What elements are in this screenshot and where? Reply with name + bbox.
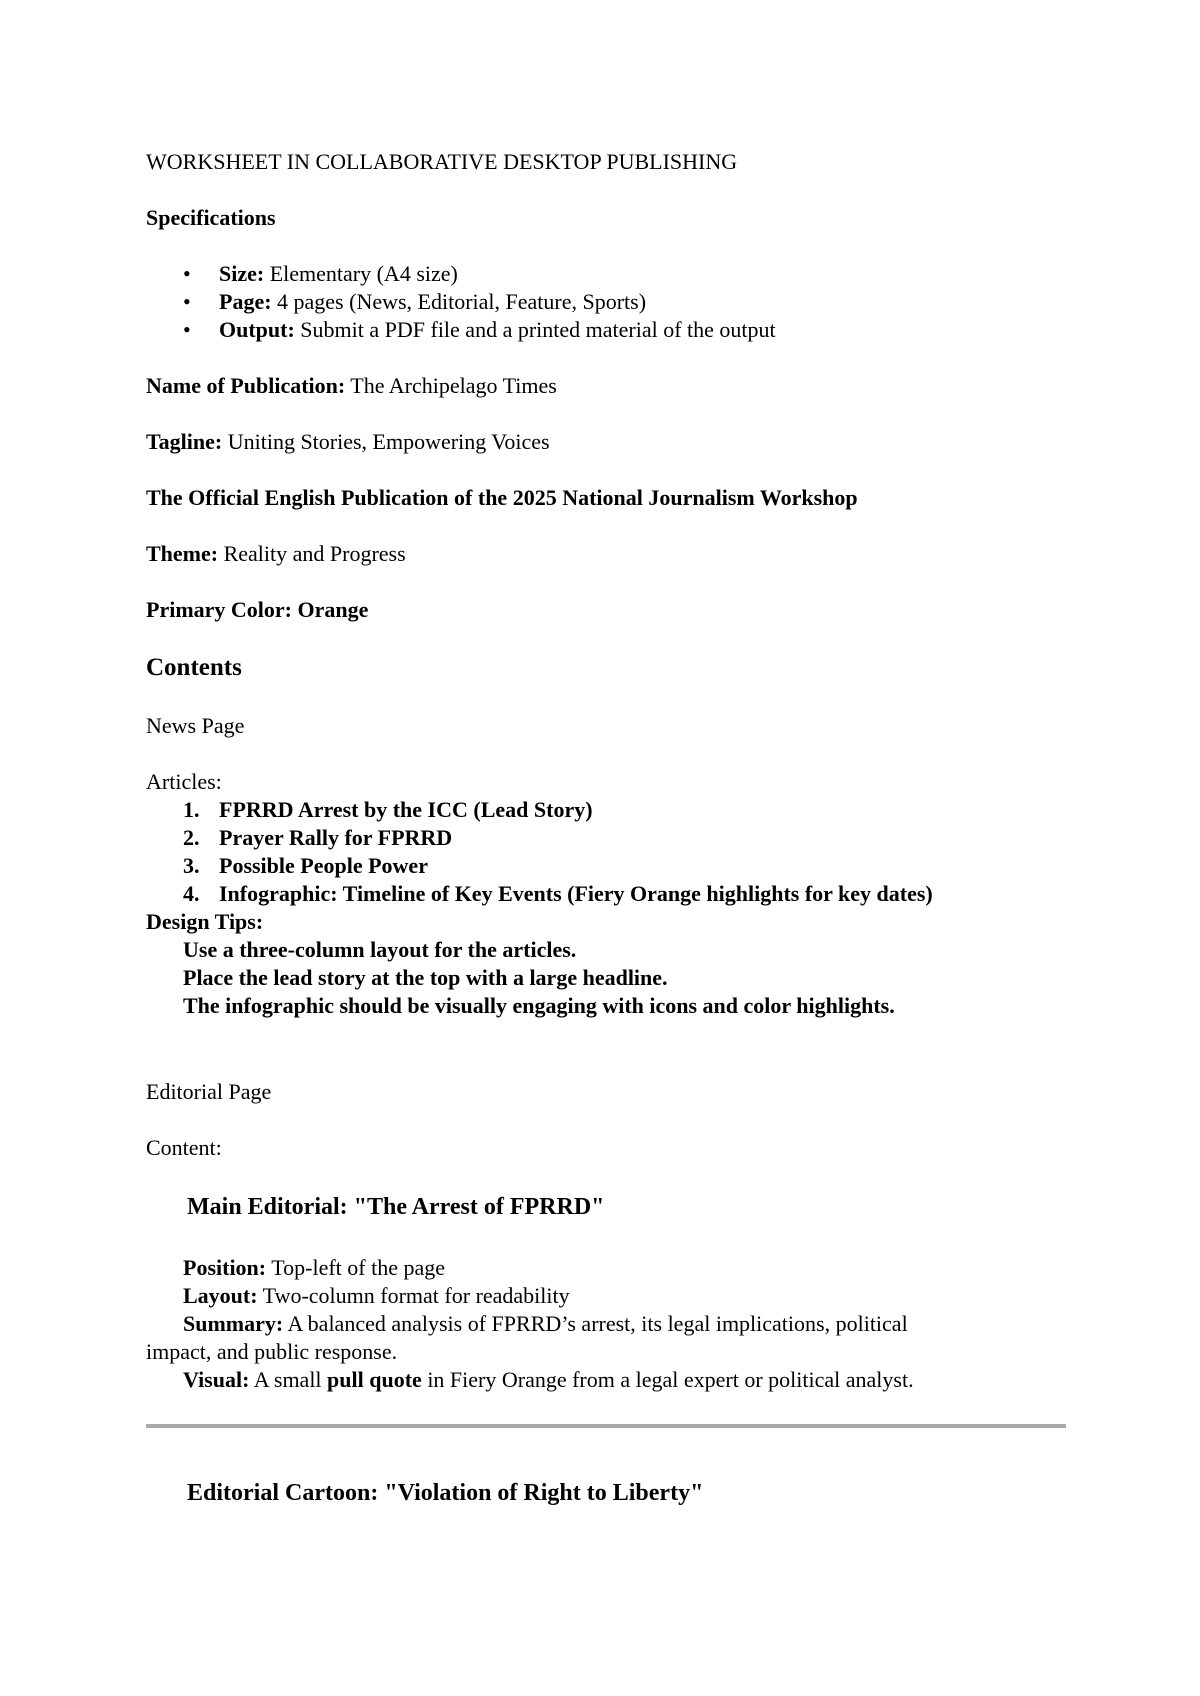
horizontal-divider bbox=[146, 1424, 1066, 1428]
editorial-layout: Layout: Two-column format for readability bbox=[183, 1283, 570, 1308]
list-item: Infographic: Timeline of Key Events (Fiery Orange highlights for key dates) bbox=[219, 881, 933, 906]
list-number: 2. bbox=[183, 825, 200, 850]
design-tip: The infographic should be visually engaging with icons and color highlights. bbox=[183, 993, 895, 1018]
bullet-icon: • bbox=[183, 261, 191, 286]
list-number: 4. bbox=[183, 881, 200, 906]
spec-item-size: Size: Elementary (A4 size) bbox=[219, 261, 458, 286]
editorial-summary-continued: impact, and public response. bbox=[146, 1339, 398, 1364]
bullet-icon: • bbox=[183, 289, 191, 314]
specifications-heading: Specifications bbox=[146, 205, 276, 230]
page-title: WORKSHEET IN COLLABORATIVE DESKTOP PUBLISHING bbox=[146, 149, 738, 174]
contents-heading: Contents bbox=[146, 654, 242, 681]
content-label: Content: bbox=[146, 1135, 222, 1160]
design-tip: Use a three-column layout for the articles. bbox=[183, 937, 577, 962]
articles-label: Articles: bbox=[146, 769, 222, 794]
list-number: 1. bbox=[183, 797, 200, 822]
primary-color: Primary Color: Orange bbox=[146, 597, 369, 622]
publication-name: Name of Publication: The Archipelago Times bbox=[146, 373, 557, 398]
design-tip: Place the lead story at the top with a large headline. bbox=[183, 965, 668, 990]
theme: Theme: Reality and Progress bbox=[146, 541, 406, 566]
spec-item-output: Output: Submit a PDF file and a printed material of the output bbox=[219, 317, 776, 342]
tagline: Tagline: Uniting Stories, Empowering Voices bbox=[146, 429, 550, 454]
news-page-heading: News Page bbox=[146, 713, 245, 738]
design-tips-label: Design Tips: bbox=[146, 909, 264, 934]
editorial-summary: Summary: A balanced analysis of FPRRD’s arrest, its legal implications, political bbox=[183, 1311, 908, 1336]
editorial-position: Position: Top-left of the page bbox=[183, 1255, 446, 1280]
editorial-cartoon-heading: Editorial Cartoon: "Violation of Right to Liberty" bbox=[187, 1480, 704, 1506]
editorial-page-heading: Editorial Page bbox=[146, 1079, 272, 1104]
list-number: 3. bbox=[183, 853, 200, 878]
bullet-icon: • bbox=[183, 317, 191, 342]
list-item: FPRRD Arrest by the ICC (Lead Story) bbox=[219, 797, 593, 822]
list-item: Possible People Power bbox=[219, 853, 428, 878]
spec-item-page: Page: 4 pages (News, Editorial, Feature, Sports) bbox=[219, 289, 647, 314]
official-publication-line: The Official English Publication of the 2025 National Journalism Workshop bbox=[146, 485, 858, 510]
list-item: Prayer Rally for FPRRD bbox=[219, 825, 453, 850]
editorial-visual: Visual: A small pull quote in Fiery Orange from a legal expert or political analyst. bbox=[183, 1367, 914, 1392]
main-editorial-heading: Main Editorial: "The Arrest of FPRRD" bbox=[187, 1194, 605, 1220]
